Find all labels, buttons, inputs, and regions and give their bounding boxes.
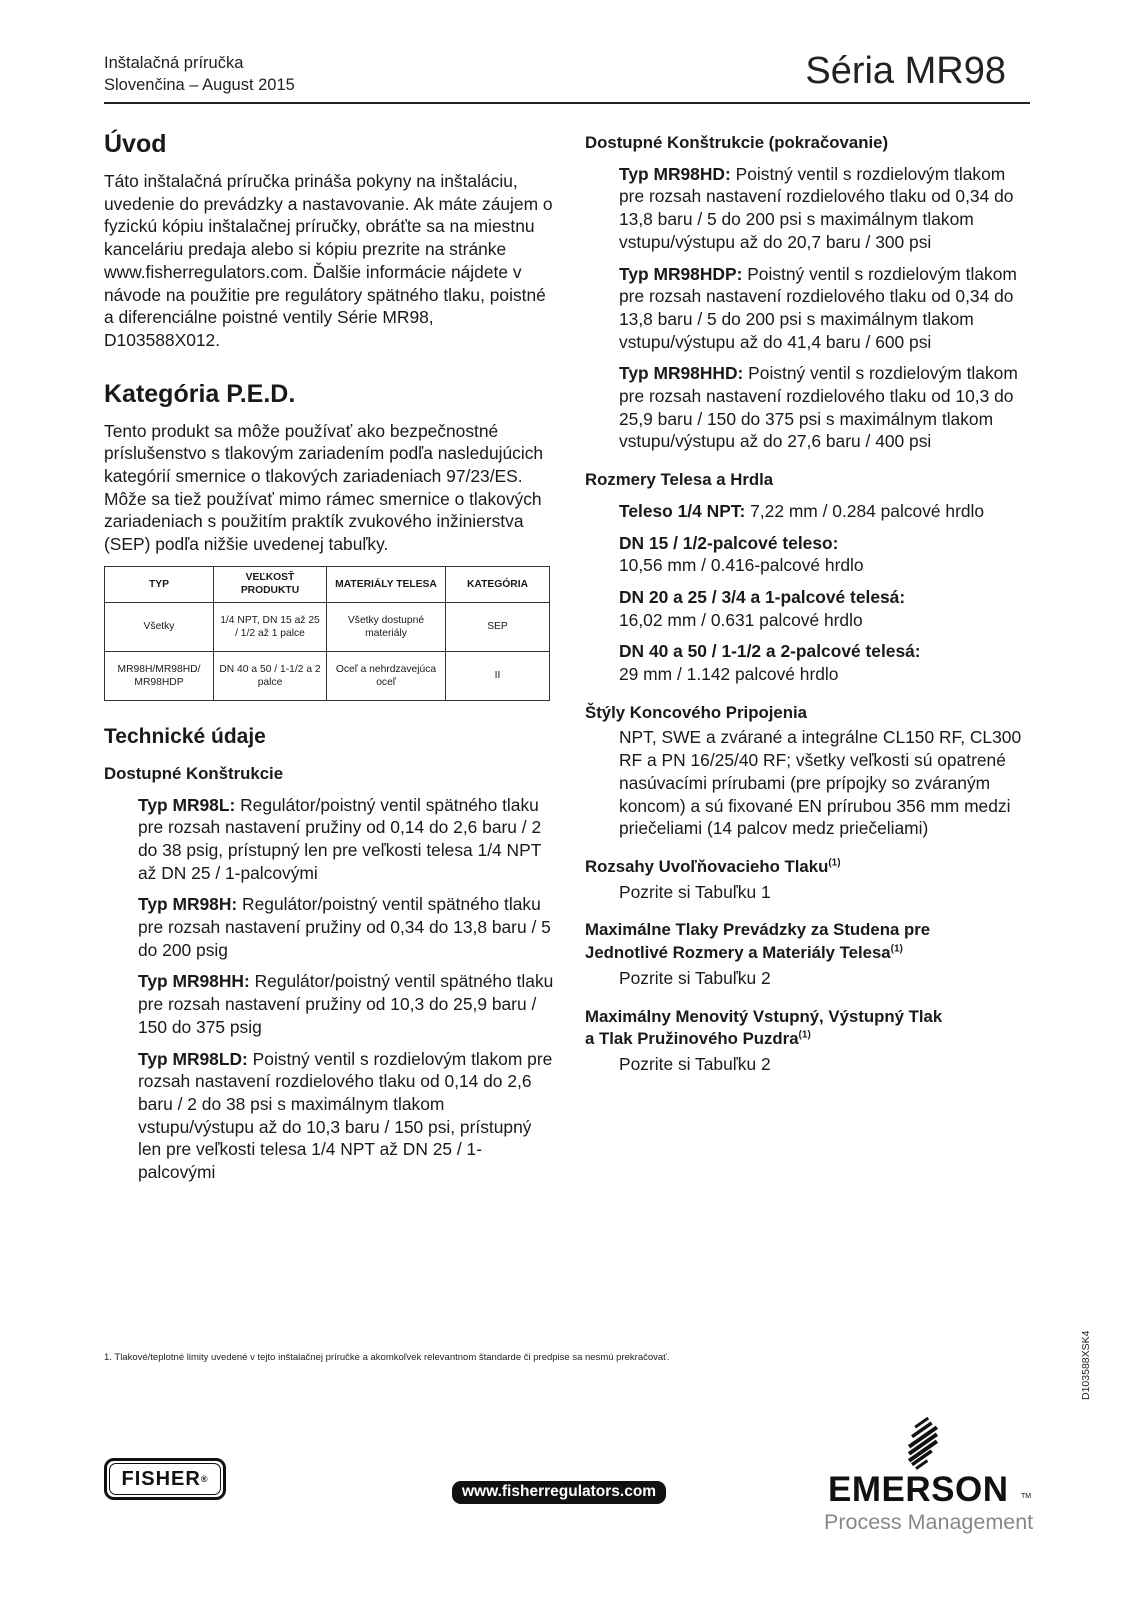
- document-number: D103588XSK4: [1080, 1330, 1092, 1400]
- ped-title: Kategória P.E.D.: [104, 379, 296, 408]
- table-row: [105, 602, 550, 651]
- type-item: [104, 970, 554, 1038]
- table-cell: 1/4 NPT, DN 15 až 25 / 1/2 až 1 palce: [214, 602, 327, 651]
- emerson-logo-text: EMERSON: [828, 1470, 1009, 1509]
- table-row: [105, 651, 550, 700]
- size-text: 10,56 mm / 0.416-palcové hrdlo: [619, 555, 864, 576]
- type-item: [104, 893, 554, 961]
- table-cell: Všetky dostupné materiály: [327, 602, 446, 651]
- max-cold-heading-2: Jednotlivé Rozmery a Materiály Telesa: [585, 943, 891, 963]
- size-label: DN 20 a 25 / 3/4 a 1-palcové telesá:: [619, 586, 906, 607]
- type-text: Poistný ventil s rozdielovým tlakom pre rozsah nastavení rozdielového tlaku od 10,3 do 25,9 baru / 150 do 375 psi s maximálnym tlakom vstupu/výstupu až do 27,6 baru / 400 psi: [619, 363, 1018, 452]
- table-cell: Oceľ a nehrdzavejúca oceľ: [327, 651, 446, 700]
- website-link[interactable]: www.fisherregulators.com: [452, 1481, 666, 1504]
- footnote-ref: (1): [798, 1029, 811, 1041]
- max-cold-text: Pozrite si Tabuľku 2: [619, 967, 771, 988]
- table-header-cell: TYP: [105, 566, 214, 602]
- emerson-mark-icon: [900, 1415, 946, 1470]
- ped-table-header: [105, 566, 550, 602]
- constructions-heading: Dostupné Konštrukcie: [104, 763, 284, 783]
- footnote-ref: (1): [890, 943, 903, 955]
- emerson-trademark: TM: [1021, 1493, 1032, 1500]
- type-item: [104, 794, 554, 885]
- max-cold-heading: [585, 919, 1035, 964]
- type-label: Typ MR98HH:: [138, 971, 250, 992]
- max-rated-text: Pozrite si Tabuľku 2: [619, 1053, 771, 1074]
- type-text: Poistný ventil s rozdielovým tlakom pre rozsah nastavení rozdielového tlaku od 0,14 do 2,6 baru / 2 do 38 psi s maximálnym tlakom vstupu/výstupu až do 10,3 baru / 150 psi, prístupný len pre veľkosti telesa 1/4 NPT až DN 25 / 1-palcovými: [138, 1048, 553, 1183]
- fisher-logo-inner: [109, 1463, 221, 1495]
- type-label: Typ MR98HDP:: [619, 263, 743, 284]
- end-connection-text: NPT, SWE a zvárané a integrálne CL150 RF, CL300 RF a PN 16/25/40 RF; všetky veľkosti sú opatrené nasúvacími prírubami (pre prípojky so zváraným koncom) a sú fixované EN prírubou 356 mm medzi priečeliami (14 palcov medz priečeliami): [619, 727, 1022, 839]
- relief-heading-text: Rozsahy Uvoľňovacieho Tlaku: [585, 856, 829, 876]
- tech-title: Technické údaje: [104, 724, 266, 748]
- end-connection-heading: Štýly Koncového Pripojenia: [585, 702, 807, 722]
- max-cold-heading-1: Maximálne Tlaky Prevádzky za Studena pre: [585, 920, 931, 940]
- table-header-cell: MATERIÁLY TELESA: [327, 566, 446, 602]
- type-label: Typ MR98L:: [138, 794, 236, 815]
- ped-table: [104, 566, 550, 701]
- type-text: Regulátor/poistný ventil spätného tlaku pre rozsah nastavení pružiny od 10,3 do 25,9 baru / 150 do 375 psig: [138, 971, 554, 1037]
- size-label: DN 15 / 1/2-palcové teleso:: [619, 532, 839, 553]
- header-divider: [104, 102, 1030, 104]
- intro-text: Táto inštalačná príručka prináša pokyny na inštaláciu, uvedenie do prevádzky a nastavovanie. Ak máte záujem o fyzickú kópiu inštalačnej príručky, obráťte sa na miestnu kanceláriu predaja alebo si kópiu prezrite na stránke www.fisherregulators.com. Ďalšie informácie nájdete v návode na použitie pre regulátory spätného tlaku, poistné a diferenciálne poistné ventily Série MR98, D103588X012.: [104, 171, 553, 350]
- ped-text: Tento produkt sa môže používať ako bezpečnostné príslušenstvo s tlakovým zariadením podľa nasledujúcich kategórií smernice o tlakových zariadeniach 97/23/ES. Môže sa tiež používať mimo rámec smernice o tlakových zariadeniach s použitím praktík zvukového inžinierstva (SEP) podľa nižšie uvedenej tabuľky.: [104, 420, 544, 555]
- table-cell: II: [446, 651, 550, 700]
- process-management-text: Process Management: [824, 1510, 1034, 1534]
- table-cell: MR98H/MR98HD/ MR98HDP: [105, 651, 214, 700]
- size-text: 16,02 mm / 0.631 palcové hrdlo: [619, 609, 863, 630]
- size-item: [585, 500, 1035, 523]
- max-rated-heading-1: Maximálny Menovitý Vstupný, Výstupný Tlak: [585, 1006, 943, 1026]
- size-item: [585, 640, 1035, 685]
- type-label: Typ MR98HHD:: [619, 363, 744, 384]
- type-text: Poistný ventil s rozdielovým tlakom pre rozsah nastavení rozdielového tlaku od 0,34 do 13,8 baru / 5 do 200 psi s maximálnym tlakom vstupu/výstupu až do 41,4 baru / 600 psi: [619, 263, 1017, 352]
- relief-heading: [585, 856, 1035, 879]
- size-text: 7,22 mm / 0.284 palcové hrdlo: [750, 500, 985, 521]
- right-column: [585, 132, 1035, 1085]
- type-text: Regulátor/poistný ventil spätného tlaku pre rozsah nastavení pružiny od 0,34 do 13,8 baru / 5 do 200 psig: [138, 894, 551, 960]
- type-item: [585, 163, 1035, 254]
- footnote: 1. Tlakové/teplotné limity uvedené v tejto inštalačnej príručke a akomkoľvek relevantnom štandarde či predpise sa nesmú prekračovať.: [104, 1352, 670, 1363]
- size-label: DN 40 a 50 / 1-1/2 a 2-palcové telesá:: [619, 641, 921, 662]
- table-cell: SEP: [446, 602, 550, 651]
- sizes-heading: Rozmery Telesa a Hrdla: [585, 470, 774, 490]
- relief-text: Pozrite si Tabuľku 1: [619, 881, 771, 902]
- size-item: [585, 532, 1035, 577]
- series-title: Séria MR98: [805, 50, 1006, 92]
- type-text: Poistný ventil s rozdielovým tlakom pre rozsah nastavení rozdielového tlaku od 0,34 do 13,8 baru / 5 do 200 psi s maximálnym tlakom vstupu/výstupu až do 20,7 baru / 300 psi: [619, 163, 1014, 252]
- intro-title: Úvod: [104, 130, 167, 158]
- left-column: [104, 128, 554, 1193]
- type-label: Typ MR98LD:: [138, 1048, 248, 1069]
- table-header-cell: KATEGÓRIA: [446, 566, 550, 602]
- size-text: 29 mm / 1.142 palcové hrdlo: [619, 664, 839, 685]
- max-rated-heading-2: a Tlak Pružinového Puzdra: [585, 1029, 799, 1049]
- type-item: [104, 1048, 554, 1184]
- type-item: [585, 263, 1035, 354]
- header-left: [104, 52, 295, 96]
- type-label: Typ MR98H:: [138, 894, 238, 915]
- fisher-logo-text: FISHER: [121, 1467, 201, 1490]
- registered-mark: ®: [200, 1474, 209, 1484]
- type-item: [585, 362, 1035, 453]
- max-rated-heading: [585, 1006, 1035, 1051]
- footnote-ref: (1): [828, 857, 841, 869]
- table-cell: Všetky: [105, 602, 214, 651]
- table-cell: DN 40 a 50 / 1-1/2 a 2 palce: [214, 651, 327, 700]
- type-text: Regulátor/poistný ventil spätného tlaku pre rozsah nastavení pružiny od 0,14 do 2,6 baru / 2 do 38 psig, prístupný len pre veľkosti telesa 1/4 NPT až DN 25 / 1-palcovými: [138, 794, 542, 883]
- doc-language-date: Slovenčina – August 2015: [104, 76, 295, 94]
- size-item: [585, 586, 1035, 631]
- constructions-cont-heading: Dostupné Konštrukcie (pokračovanie): [585, 133, 889, 152]
- doc-type: Inštalačná príručka: [104, 54, 244, 72]
- size-label: Teleso 1/4 NPT:: [619, 500, 746, 521]
- fisher-logo: [104, 1458, 226, 1500]
- type-label: Typ MR98HD:: [619, 163, 731, 184]
- table-header-cell: VEĽKOSŤ PRODUKTU: [214, 566, 327, 602]
